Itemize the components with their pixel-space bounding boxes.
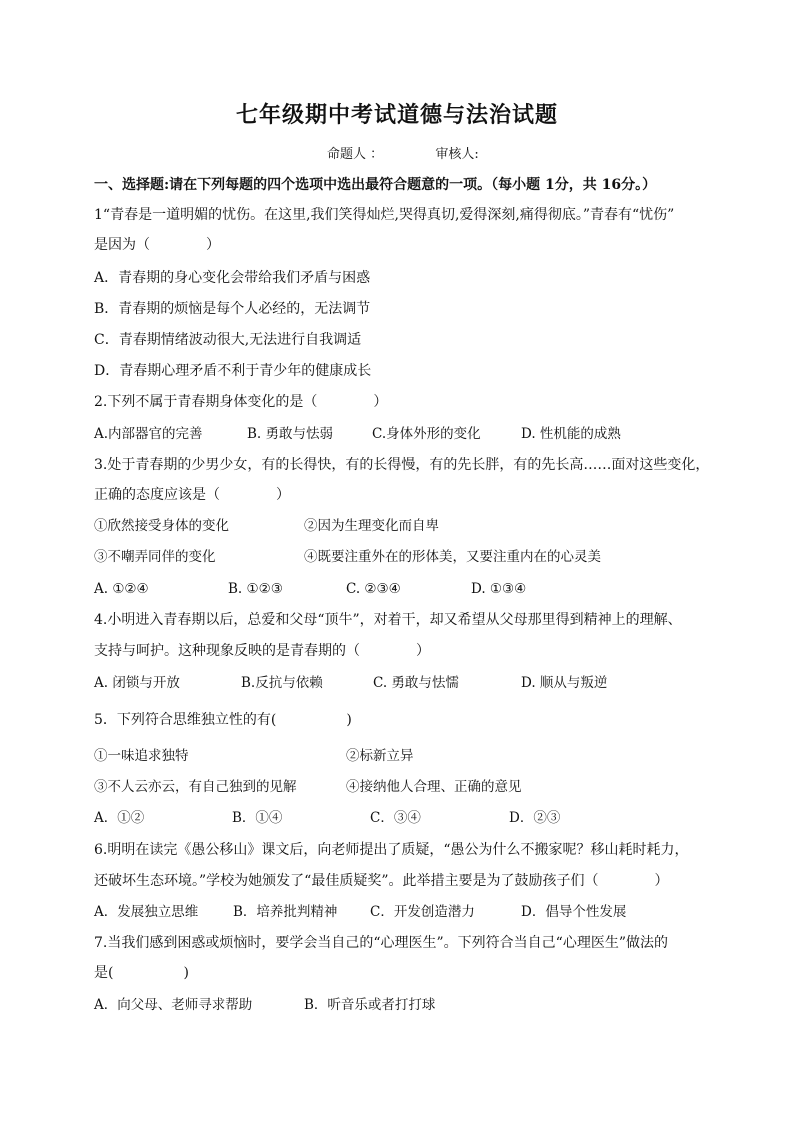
reviewer-label: 审核人: [435,147,479,162]
question-6-option-c: C．开发创造潜力 [370,904,475,920]
question-7-line-1: 7.当我们感到困惑或烦恼时，要学会当自己的“心理医生”。下列符合当自己“心理医生”做法的 [94,935,668,951]
question-4-line-2: 支持与呵护。这种现象反映的是青春期的（ ） [94,643,430,659]
question-7-option-b: B．听音乐或者打打球 [304,997,436,1013]
question-5-option-b: B．①④ [232,810,283,826]
question-1-line-2: 是因为（ ） [94,237,220,253]
question-2-option-b: B. 勇敢与怯弱 [247,426,334,442]
question-2-option-c: C.身体外形的变化 [372,426,481,442]
question-1-line-1: 1“青春是一道明媚的忧伤。在这里,我们笑得灿烂,哭得真切,爱得深刻,痛得彻底。”青春有“忧伤” [94,207,675,223]
exam-meta [327,143,479,162]
question-3-option-d: D. ①③④ [471,581,527,597]
question-3-option-b: B. ①②③ [228,581,283,597]
question-5-statement-4: ④接纳他人合理、正确的意见 [346,779,522,795]
question-4-option-a: A. 闭锁与开放 [94,675,180,691]
question-4-option-c: C. 勇敢与怯懦 [373,675,459,691]
question-3-statement-4: ④既要注重外在的形体美，又要注重内在的心灵美 [304,549,601,565]
question-3-statement-1: ①欣然接受身体的变化 [94,518,229,534]
question-3-statement-3: ③不嘲弄同伴的变化 [94,549,216,565]
question-1-option-a: A．青春期的身心变化会带给我们矛盾与困惑 [94,270,371,286]
question-5-option-a: A．①② [94,810,145,826]
question-5-statement-1: ①一味追求独特 [94,748,189,764]
question-5-statement-3: ③不人云亦云，有自己独到的见解 [94,779,297,795]
page-title: 七年级期中考试道德与法治试题 [235,102,558,128]
question-1-option-d: D．青春期心理矛盾不利于青少年的健康成长 [94,363,372,379]
question-6-option-b: B．培养批判精神 [233,904,338,920]
question-3-option-a: A. ①②④ [94,581,149,597]
question-2-option-d: D. 性机能的成熟 [521,426,621,442]
question-5-statement-2: ②标新立异 [346,748,414,764]
question-1-option-b: B．青春期的烦恼是每个人必经的，无法调节 [94,301,371,317]
question-7-option-a: A．向父母、老师寻求帮助 [94,997,253,1013]
question-6-line-1: 6.明明在读完《愚公移山》课文后，向老师提出了质疑，“愚公为什么不搬家呢？移山耗时耗力， [94,842,689,858]
question-3-statement-2: ②因为生理变化而自卑 [304,518,439,534]
question-1-option-c: C．青春期情绪波动很大,无法进行自我调适 [94,332,362,348]
section-heading: 一、选择题:请在下列每题的四个选项中选出最符合题意的一项。（每小题 1分，共 16分。） [94,177,657,193]
question-6-line-2: 还破坏生态环境。”学校为她颁发了“最佳质疑奖”。此举措主要是为了鼓励孩子们（ ） [94,873,669,889]
question-3-line-2: 正确的态度应该是（ ） [94,487,290,503]
question-2-stem: 2.下列不属于青春期身体变化的是（ ） [94,394,388,410]
question-5-stem: 5．下列符合思维独立性的有( ) [94,712,352,728]
question-2-option-a: A.内部器官的完善 [94,426,203,442]
question-4-line-1: 4.小明进入青春期以后，总爱和父母“顶牛”，对着干，却又希望从父母那里得到精神上的理解、 [94,612,682,628]
question-6-option-a: A．发展独立思维 [94,904,199,920]
question-5-option-d: D．②③ [509,810,561,826]
question-4-option-b: B.反抗与依赖 [241,675,323,691]
question-5-option-c: C．③④ [370,810,421,826]
author-label: 命题人 ： [327,147,384,162]
question-6-option-d: D．倡导个性发展 [521,904,627,920]
question-3-line-1: 3.处于青春期的少男少女，有的长得快，有的长得慢，有的先长胖，有的先长高……面对这些变化， [94,457,710,473]
question-4-option-d: D. 顺从与叛逆 [521,675,608,691]
question-3-option-c: C. ②③④ [346,581,401,597]
question-7-line-2: 是( ) [94,965,189,981]
